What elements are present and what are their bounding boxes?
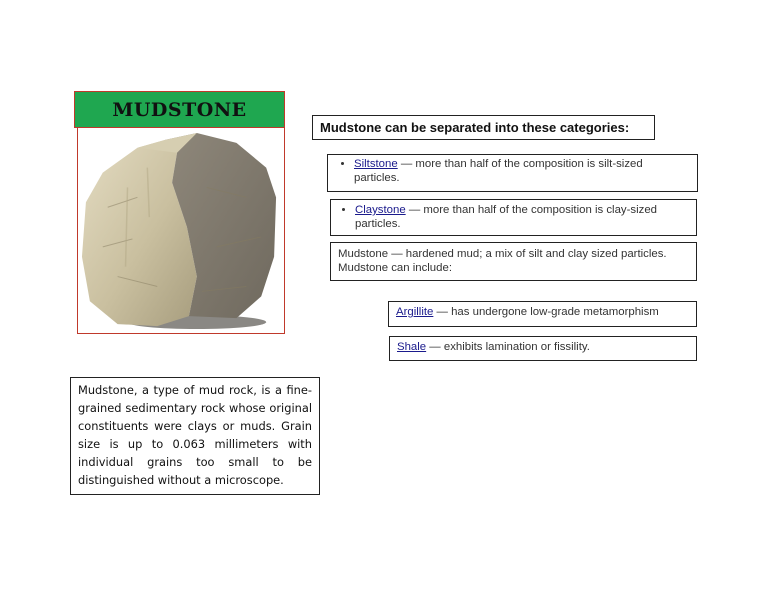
shale-description: — exhibits lamination or fissility. (426, 341, 590, 353)
categories-heading: Mudstone can be separated into these categories: (320, 120, 630, 135)
list-item (354, 158, 691, 185)
include-argillite (388, 301, 697, 327)
claystone-link[interactable]: Claystone (355, 204, 406, 216)
category-list (337, 204, 690, 231)
argillite-link[interactable]: Argillite (396, 306, 434, 318)
shale-link[interactable]: Shale (397, 341, 427, 353)
mudstone-note: Mudstone — hardened mud; a mix of silt and clay sized particles. Mudstone can include: (338, 248, 667, 274)
include-shale (389, 336, 697, 361)
siltstone-link[interactable]: Siltstone (354, 158, 398, 170)
title-banner (74, 91, 285, 128)
argillite-description: — has undergone low-grade metamorphism (433, 306, 659, 318)
categories-heading-box (312, 115, 655, 140)
siltstone-description: — more than half of the composition is silt-sized particles. (354, 158, 643, 184)
mudstone-image (77, 127, 285, 334)
page-title: MUDSTONE (112, 98, 247, 121)
rock-illustration (78, 128, 284, 333)
mudstone-note-box (330, 242, 697, 281)
category-siltstone (327, 154, 698, 192)
list-item (355, 204, 690, 231)
category-claystone (330, 199, 697, 236)
description-box (70, 377, 320, 495)
category-list (336, 158, 691, 185)
claystone-description: — more than half of the composition is clay-sized particles. (355, 204, 657, 230)
description-text: Mudstone, a type of mud rock, is a fine-grained sedimentary rock whose original constituents were clays or muds. Grain size is up to 0.063 millimeters with individual grains too small to be distinguished without a microscope. (78, 383, 312, 487)
